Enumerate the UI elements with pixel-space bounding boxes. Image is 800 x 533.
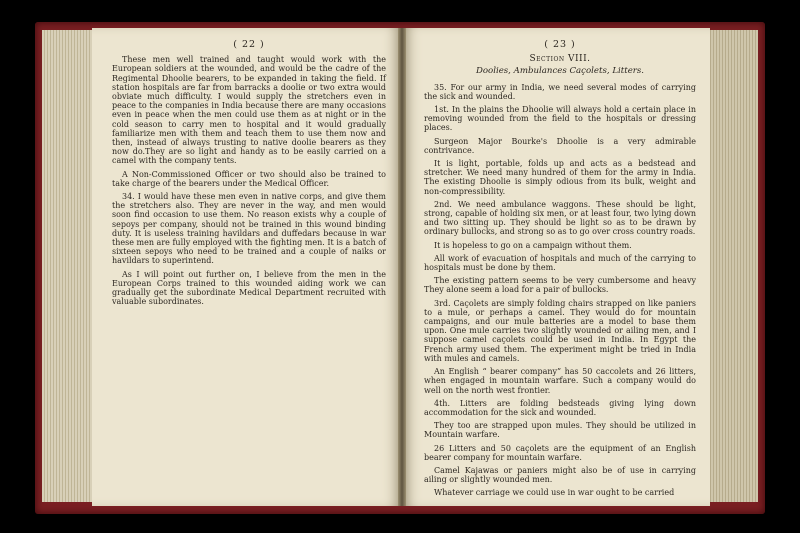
page-number-right: ( 23 ) [544,39,576,50]
section-subtitle: Doolies, Ambulances Caçolets, Litters. [475,66,645,77]
paragraph: It is light, portable, folds up and acts as a bedstead and stretcher. We need many hundred of them for the army in India. The existing Dhoolie is simply odious from its bulk, weight and non-compressibility. [424,159,696,196]
paragraph: Surgeon Major Bourke's Dhoolie is a very admirable contrivance. [424,136,696,155]
page-edges-right [708,30,758,502]
page-edges-left [42,30,92,502]
paragraph: 3rd. Caçolets are simply folding chairs strapped on like paniers to a mule, or perhaps a camel. They would do for mountain campaigns, and our mule batteries are a model to base them upon. One mule carries two slightly wounded or ailing men, and I suppose camel caçolets could be used in India. In Egypt the French army used them. The experiment might be tried in India with mules and camels. [424,298,696,363]
paragraph: These men well trained and taught would work with the European soldiers at the wounded, and would be the cadre of the Regimental Dhoolie bearers, to be expanded in taking the field. If station hospitals are far from barracks a doolie or two extra would obviate much difficulty. I would supply the stretchers even in peace to the companies in India because there are many occasions even in peace when the men could use them as at night or in the cold season to carry men to hospital and it would gradually familiarize men with them and teach them to use them now and then, instead of always trusting to native doolie bearers as they now do.They are so light and handy as to be easily carried on a camel with the company tents. [112,55,386,166]
paragraph: They too are strapped upon mules. They should be utilized in Mountain warfare. [424,421,696,440]
paragraph: 2nd. We need ambulance waggons. These should be light, strong, capable of holding six men, or at least four, two lying down and two sitting up. They should be light so as to be drawn by ordinary bullocks, and strong so as to go over cross country roads. [424,199,696,237]
paragraph: It is hopeless to go on a campaign without them. [434,240,632,250]
paragraph: All work of evacuation of hospitals and much of the carrying to hospitals must be done by them. [424,253,696,273]
paragraph: As I will point out further on, I believe from the men in the European Corps trained to this wounded aiding work we can gradually get the subordinate Medical Department recruited with valuable subordinates. [112,269,386,307]
paragraph: 1st. In the plains the Dhoolie will always hold a certain place in removing wounded from the field to the hospitals or dressing places. [424,105,696,133]
paragraph: A Non-Commissioned Officer or two should also be trained to take charge of the bearers under the Medical Officer. [112,169,386,188]
right-page [402,28,710,506]
page-number-left: ( 22 ) [233,39,265,50]
paragraph: Camel Kajawas or paniers might also be of use in carrying ailing or slightly wounded men. [424,465,696,485]
paragraph: An English “ bearer company” has 50 caccolets and 26 litters, when engaged in mountain warfare. Such a company would do well on the north west frontier. [424,367,696,395]
paragraph: The existing pattern seems to be very cumbersome and heavy They alone seem a load for a pair of bullocks. [424,276,696,295]
book-gutter [398,28,406,506]
paragraph: 26 Litters and 50 caçolets are the equipment of an English bearer company for mountain warfare. [424,443,696,462]
left-page [92,28,402,506]
section-title: Section VIII. [529,54,591,65]
paragraph: Whatever carriage we could use in war ought to be carried [434,488,675,498]
paragraph: 34. I would have these men even in native corps, and give them the stretchers also. They are never in the way, and men would soon find occasion to use them. No reason exists why a couple of sepoys per company, should not be trained in this wound binding duty. It is useless training havildars and duffedars because in war these men are fully employed with the fighting men. It is a batch of sixteen sepoys who need to be trained and a couple of naiks or havildars to superintend. [112,192,386,266]
paragraph: 35. For our army in India, we need several modes of carrying the sick and wounded. [424,82,696,101]
paragraph: 4th. Litters are folding bedsteads giving lying down accommodation for the sick and wounded. [424,398,696,417]
